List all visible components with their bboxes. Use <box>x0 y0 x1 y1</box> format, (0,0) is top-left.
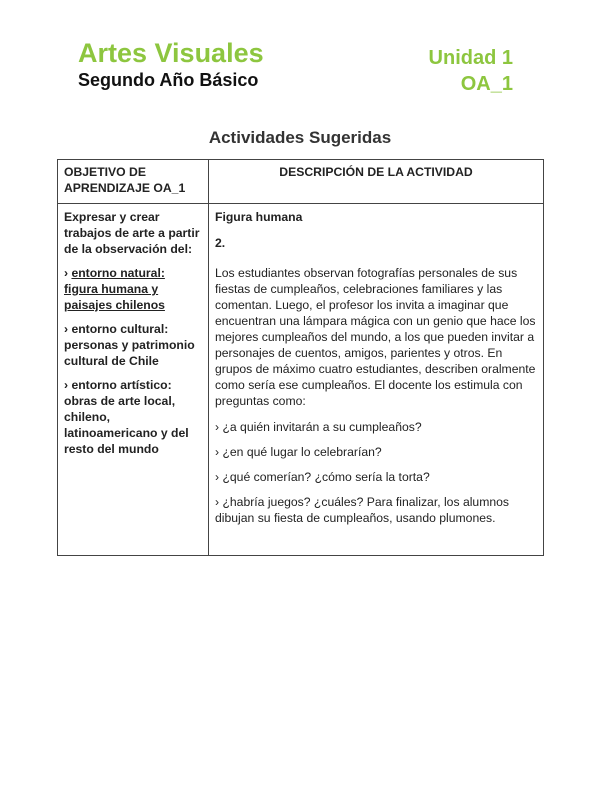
activity-question: › ¿qué comerían? ¿cómo sería la torta? <box>215 470 430 484</box>
table-row <box>58 204 544 556</box>
section-title: Actividades Sugeridas <box>208 128 392 147</box>
activities-table <box>57 159 544 556</box>
description-column-header: DESCRIPCIÓN DE LA ACTIVIDAD <box>209 160 544 204</box>
header-left <box>78 38 264 92</box>
activity-title: Figura humana <box>215 210 303 224</box>
header-right <box>429 38 513 95</box>
table-header-row <box>58 160 544 204</box>
objective-intro: Expresar y crear trabajos de arte a partir de la observación del: <box>64 210 200 256</box>
grade-subtitle: Segundo Año Básico <box>78 70 259 90</box>
objective-item-natural <box>64 265 202 313</box>
objective-item-cultural: › entorno cultural: personas y patrimonio cultural de Chile <box>64 322 195 368</box>
subject-title: Artes Visuales <box>78 38 264 68</box>
objective-item-marker: › <box>64 266 72 280</box>
objective-item-natural-text: entorno natural: figura humana y paisajes chilenos <box>64 266 165 312</box>
activity-paragraph: Los estudiantes observan fotografías personales de sus fiestas de cumpleaños, celebraciones familiares y las comentan. Luego, el profesor los invita a imaginar que encuentran una lámpara mágica con un genio que hace los mejores cumpleaños del mundo, a los que pueden invitar a personajes de cuentos, amigos, parientes y otros. En grupos de máximo cuatro estudiantes, describen oralmente como sería ese cumpleaños. El docente los estimula con preguntas como: <box>215 266 536 408</box>
activity-question: › ¿a quién invitarán a su cumpleaños? <box>215 420 422 434</box>
activity-question: › ¿habría juegos? ¿cuáles? Para finalizar, los alumnos dibujan su fiesta de cumpleaños, usando plumones. <box>215 495 510 525</box>
unit-label: Unidad 1 <box>428 47 513 69</box>
oa-label: OA_1 <box>460 73 513 95</box>
objective-cell <box>58 204 209 556</box>
objective-item-artistic: › entorno artístico: obras de arte local, chileno, latinoamericano y del resto del mundo <box>64 378 189 456</box>
description-cell <box>209 204 544 556</box>
activity-question: › ¿en qué lugar lo celebrarían? <box>215 445 382 459</box>
activity-number: 2. <box>215 236 226 250</box>
objective-column-header: OBJETIVO DE APRENDIZAJE OA_1 <box>58 160 209 204</box>
page-header <box>78 38 513 98</box>
